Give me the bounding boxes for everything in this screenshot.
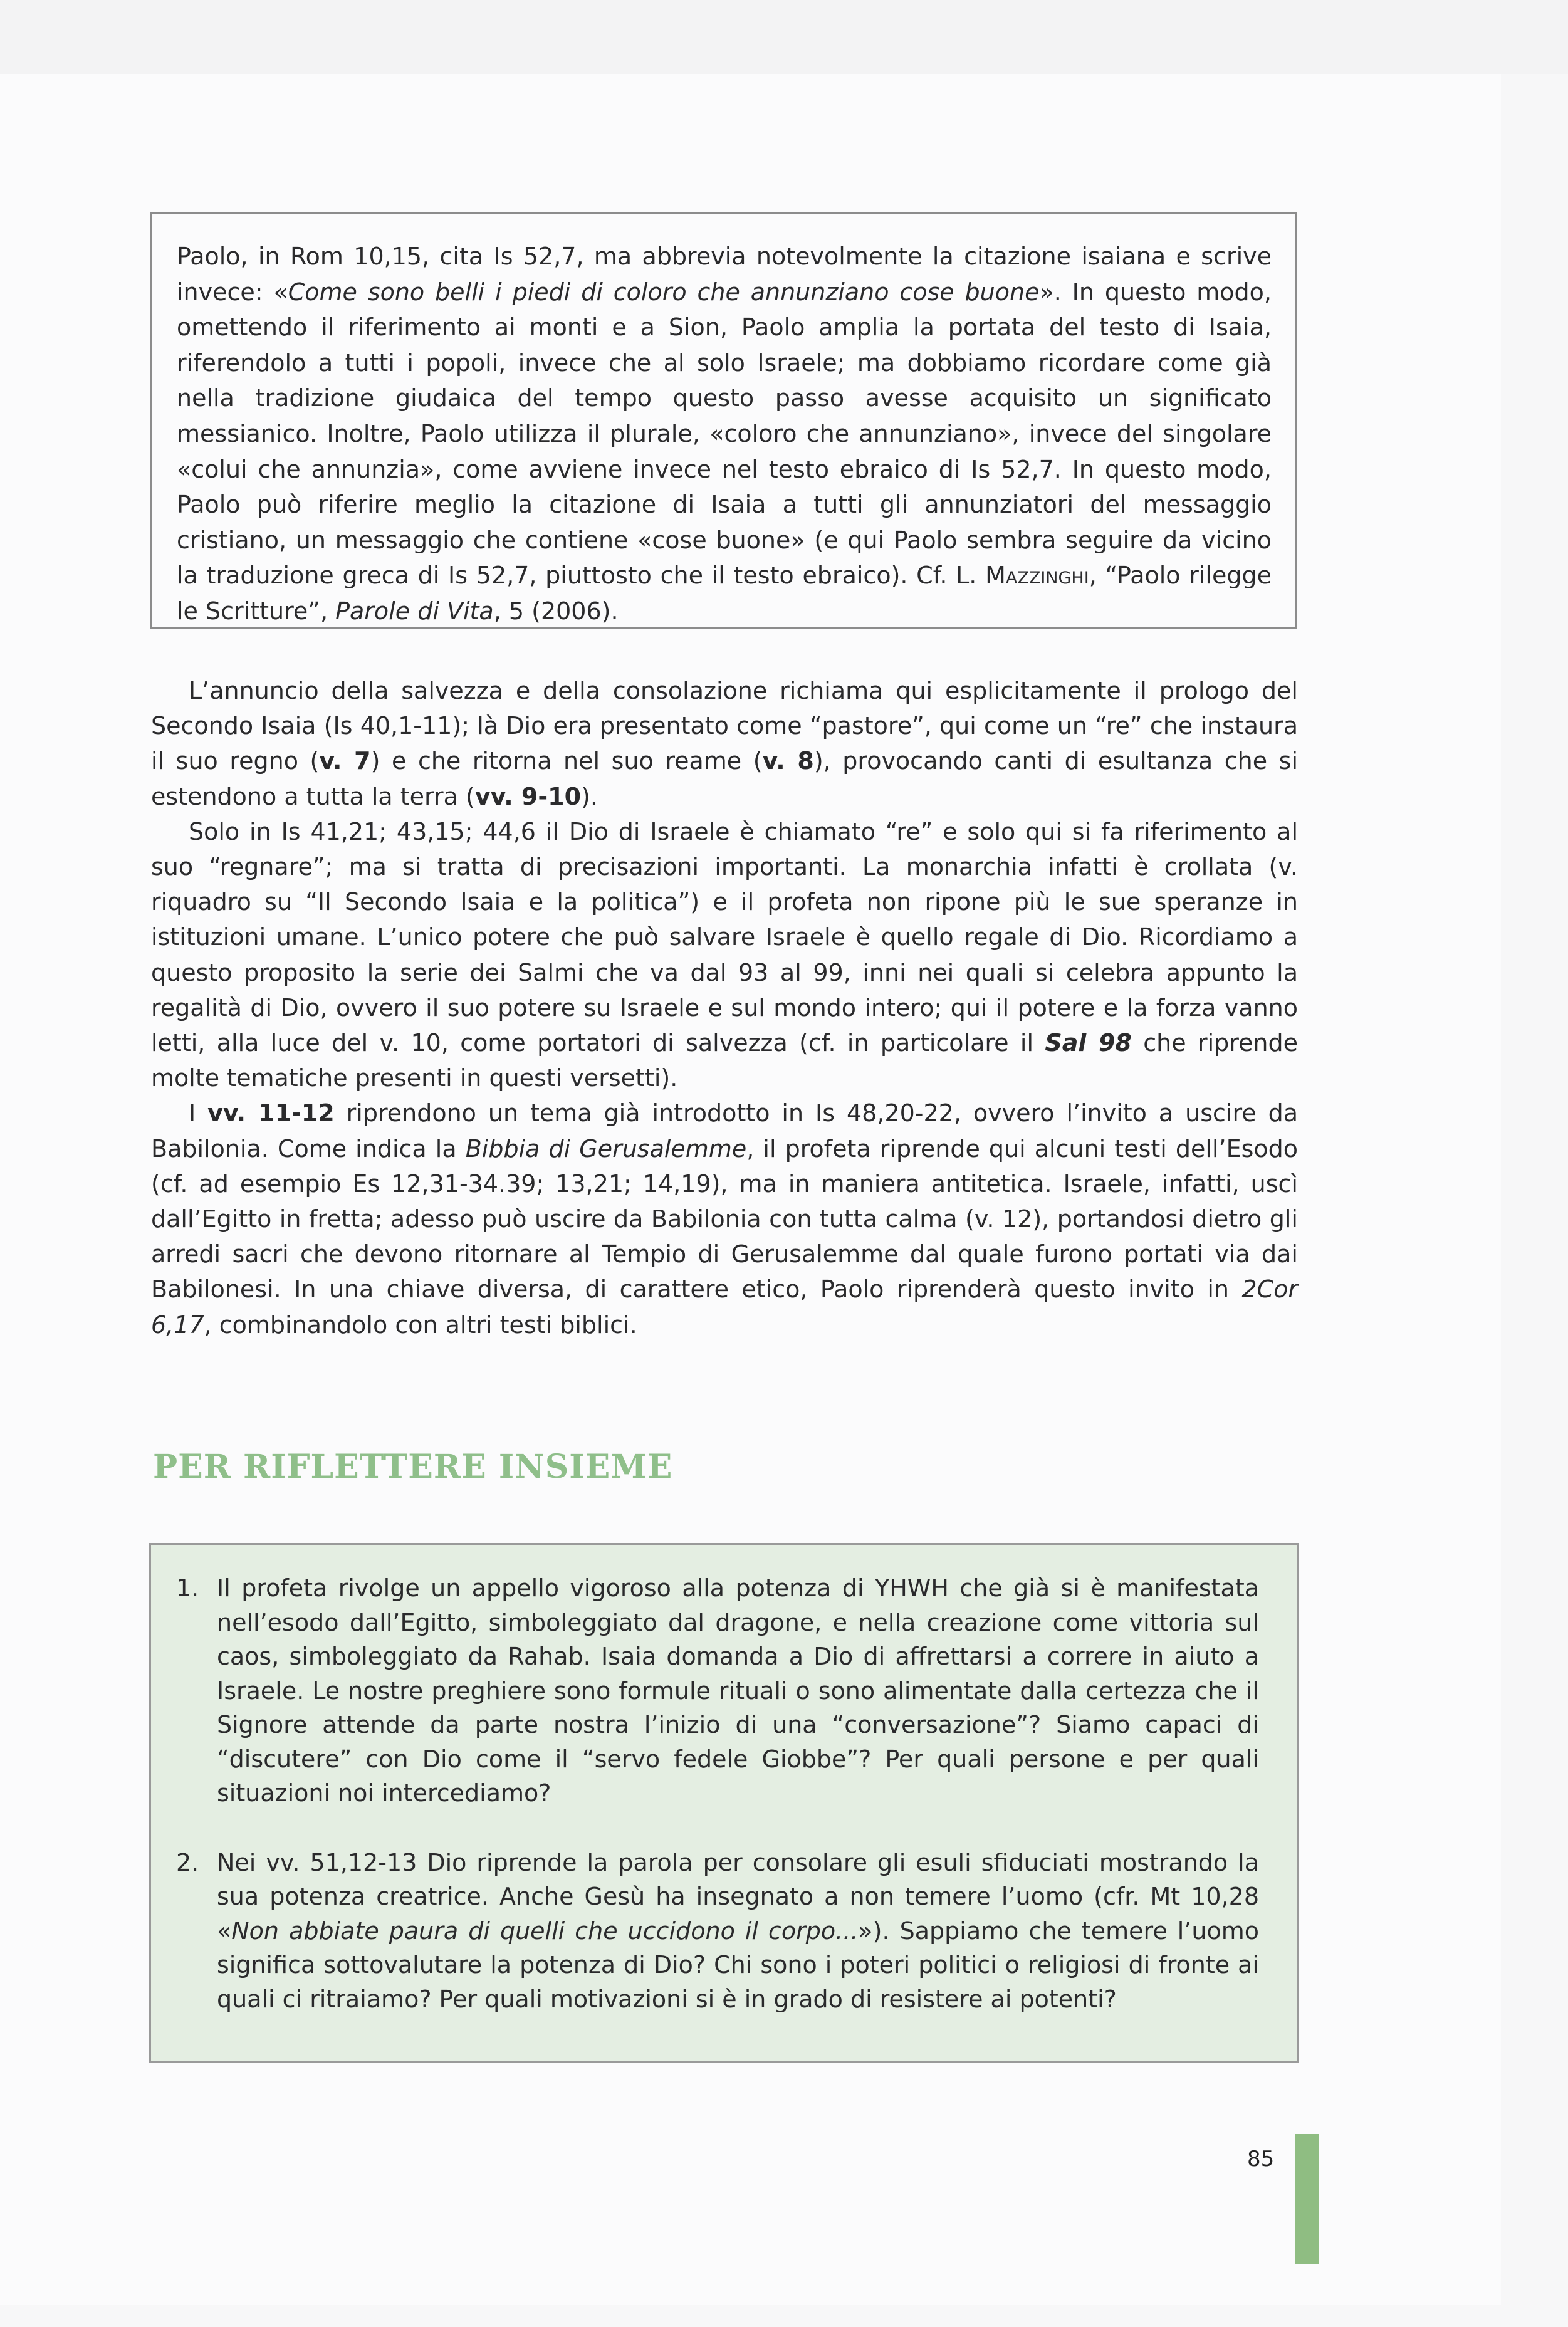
note-author: Mazzinghi <box>985 562 1089 590</box>
page-marker-bar <box>1295 2134 1319 2264</box>
note-journal: Parole di Vita <box>335 597 494 625</box>
note-paragraph: Paolo, in Rom 10,15, cita Is 52,7, ma abbrevia notevolmente la citazione isaiana e scrive invece: «Come sono belli i piedi di coloro che annunziano cose buone». In questo modo, omettendo il riferimento ai monti e a Sion, Paolo amplia la portata del testo di Isaia, riferendolo a tutti i popoli, invece che al solo Israele; ma dobbiamo ricordare come già nella tradizione giudaica del tempo questo passo avesse acquisito un significato messianico. Inoltre, Paolo utilizza il plurale, «coloro che annunziano», invece del singolare «colui che annunzia», come avviene invece nel testo ebraico di Is 52,7. In questo modo, Paolo può riferire meglio la citazione di Isaia a tutti gli annunziatori del messaggio cristiano, un messaggio che contiene «cose buone» (e qui Paolo sembra seguire da vicino la traduzione greca di Is 52,7, piuttosto che il testo ebraico). Cf. L. Mazzinghi, “Paolo rilegge le Scritture”, Parole di Vita, 5 (2006). <box>177 243 1272 625</box>
reflection-item-1: 1. Il profeta rivolge un appello vigoroso alla potenza di YHWH che già si è manifestata nell’esodo dall’Egitto, simboleggiato dal dragone, e nella creazione come vittoria sul caos, simboleggiato da Rahab. Isaia domanda a Dio di affrettarsi a correre in aiuto a Israele. Le nostre preghiere sono formule rituali o sono alimentate dalla certezza che il Signore attende da parte nostra l’inizio di una “conversazione”? Siamo capaci di “discutere” con Dio come il “servo fedele Giobbe”? Per quali persone e per quali situazioni noi intercediamo? <box>176 1574 1259 1807</box>
reflection-box <box>149 1543 1299 2063</box>
reflection-list <box>176 1571 1259 2016</box>
scan-top-band <box>0 0 1568 74</box>
body-paragraph-2: Solo in Is 41,21; 43,15; 44,6 il Dio di Israele è chiamato “re” e solo qui si fa riferimento al suo “regnare”; ma si tratta di precisazioni importanti. La monarchia infatti è crollata (v. riquadro su “Il Secondo Isaia e la politica”) e il profeta non ripone più le sue speranze in istituzioni umane. L’unico potere che può salvare Israele è quello regale di Dio. Ricordiamo a questo proposito la serie dei Salmi che va dal 93 al 99, inni nei quali si celebra appunto la regalità di Dio, ovvero il suo potere su Israele e sul mondo intero; qui il potere e la forza vanno letti, alla luce del v. 10, come portatori di salvezza (cf. in particolare il Sal 98 che riprende molte tematiche presenti in questi versetti). <box>151 817 1298 1092</box>
body-text <box>151 673 1298 1342</box>
note-quote: Come sono belli i piedi di coloro che annunziano cose buone <box>288 278 1040 306</box>
reflection-item-2: 2. Nei vv. 51,12-13 Dio riprende la parola per consolare gli esuli sfiduciati mostrando la sua potenza creatrice. Anche Gesù ha insegnato a non temere l’uomo (cfr. Mt 10,28 «Non abbiate paura di quelli che uccidono il corpo...»). Sappiamo che temere l’uomo significa sottovalutare la potenza di Dio? Chi sono i poteri politici o religiosi di fronte ai quali ci ritraiamo? Per quali motivazioni si è in grado di resistere ai potenti? <box>176 1848 1259 2013</box>
section-heading: PER RIFLETTERE INSIEME <box>153 1448 673 1486</box>
body-paragraph-1: L’annuncio della salvezza e della consolazione richiama qui esplicitamente il prologo del Secondo Isaia (Is 40,1-11); là Dio era presentato come “pastore”, qui come un “re” che instaura il suo regno (v. 7) e che ritorna nel suo reame (v. 8), provocando canti di esultanza che si estendono a tutta la terra (vv. 9-10). <box>151 677 1299 810</box>
body-paragraph-3: I vv. 11-12 riprendono un tema già introdotto in Is 48,20-22, ovvero l’invito a uscire da Babilonia. Come indica la Bibbia di Gerusalemme, il profeta riprende qui alcuni testi dell’Esodo (cf. ad esempio Es 12,31-34.39; 13,21; 14,19), ma in maniera antitetica. Israele, infatti, uscì dall’Egitto in fretta; adesso può uscire da Babilonia con tutta calma (v. 12), portandosi dietro gli arredi sacri che devono ritornare al Tempio di Gerusalemme dal quale furono portati via dai Babilonesi. In una chiave diversa, di carattere etico, Paolo riprenderà questo invito in 2Cor 6,17, combinandolo con altri testi biblici. <box>151 1099 1299 1339</box>
page-number: 85 <box>1247 2147 1275 2172</box>
citation-note-box <box>150 212 1297 629</box>
